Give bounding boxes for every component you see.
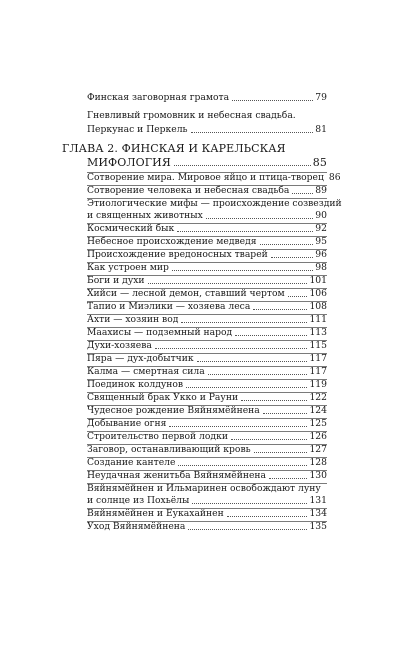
leader-dots — [208, 374, 308, 375]
toc-entry-title: Ахти — хозяин вод — [87, 314, 179, 325]
toc-entry-title: Калма — смертная сила — [87, 366, 205, 377]
toc-entry-page: 96 — [315, 249, 327, 260]
toc-entry[interactable] — [87, 366, 327, 377]
toc-entry-title: Как устроен мир — [87, 262, 169, 273]
leader-dots — [254, 452, 308, 453]
toc-entry-title: Вяйнямёйнен и Еукахайнен — [87, 508, 224, 519]
toc-entry-title: Происхождение вредоносных тварей — [87, 249, 268, 260]
leader-dots — [241, 400, 307, 401]
toc-entry[interactable] — [87, 275, 327, 286]
toc-entry-page: 131 — [309, 495, 327, 506]
toc-entry-title: Чудесное рождение Вяйнямёйнена — [87, 405, 260, 416]
divider — [87, 483, 327, 484]
toc-entry-title: Священный брак Укко и Рауни — [87, 392, 239, 403]
toc-entry-title: Перкунас и Перкель — [87, 124, 188, 135]
toc-entry[interactable] — [87, 340, 327, 351]
toc-entry-title: Уход Вяйнямёйнена — [87, 521, 186, 532]
toc-entry-title: Тапио и Миэлики — хозяева леса — [87, 301, 251, 312]
toc-entry[interactable] — [87, 249, 327, 260]
leader-dots — [178, 465, 307, 466]
toc-entry-line[interactable]: Этиологические мифы — происхождение созвездий — [87, 198, 342, 209]
leader-dots — [271, 257, 314, 258]
toc-entry-line[interactable]: Гневливый громовник и небесная свадьба. — [87, 110, 296, 121]
leader-dots — [288, 296, 308, 297]
toc-entry-title: Боги и духи — [87, 275, 145, 286]
toc-entry-page: 115 — [309, 340, 327, 351]
toc-entry[interactable] — [87, 92, 327, 103]
toc-entry[interactable] — [87, 236, 327, 247]
toc-entry[interactable] — [87, 327, 327, 338]
leader-dots — [235, 335, 307, 336]
toc-entry-line[interactable]: Вяйнямёйнен и Ильмаринен освобождают луну — [87, 483, 321, 494]
leader-dots — [292, 193, 313, 194]
toc-entry-title: и солнце из Похьёлы — [87, 495, 190, 506]
toc-entry-page: 101 — [309, 275, 327, 286]
toc-entry-title: Финская заговорная грамота — [87, 92, 230, 103]
toc-entry-page: 117 — [309, 353, 327, 364]
toc-entry[interactable] — [87, 124, 327, 135]
toc-entry-title: Пяра — дух-добытчик — [87, 353, 194, 364]
toc-entry[interactable] — [87, 172, 341, 183]
toc-entry-title: Добывание огня — [87, 418, 167, 429]
leader-dots — [192, 503, 307, 504]
toc-entry[interactable] — [87, 495, 327, 506]
toc-entry-title: Создание кантеле — [87, 457, 176, 468]
leader-dots — [174, 165, 311, 166]
toc-entry-title: Строительство первой лодки — [87, 431, 228, 442]
toc-entry-page: 81 — [315, 124, 327, 135]
toc-entry-page: 113 — [309, 327, 327, 338]
toc-entry-title: Небесное происхождение медведя — [87, 236, 257, 247]
toc-entry[interactable] — [87, 392, 327, 403]
toc-entry-page: 108 — [309, 301, 327, 312]
toc-entry-title: Неудачная женитьба Вяйнямёйнена — [87, 470, 266, 481]
toc-entry-page: 127 — [309, 444, 327, 455]
toc-entry[interactable] — [87, 444, 327, 455]
toc-entry-page: 86 — [328, 172, 341, 183]
toc-entry-page: 128 — [309, 457, 327, 468]
toc-entry-page: 125 — [309, 418, 327, 429]
toc-entry-page: 111 — [309, 314, 327, 325]
toc-entry[interactable] — [87, 508, 327, 519]
leader-dots — [191, 132, 314, 133]
leader-dots — [253, 309, 307, 310]
toc-entry-page: 89 — [315, 185, 327, 196]
toc-entry-title: Духи-хозяева — [87, 340, 152, 351]
toc-entry-page: 134 — [309, 508, 327, 519]
toc-entry[interactable] — [87, 262, 327, 273]
toc-entry-title: Космический бык — [87, 223, 175, 234]
toc-entry-page: 92 — [315, 223, 327, 234]
toc-entry-page: 135 — [309, 521, 327, 532]
leader-dots — [155, 348, 308, 349]
toc-entry[interactable] — [87, 353, 327, 364]
leader-dots — [186, 387, 307, 388]
toc-entry-page: 95 — [315, 236, 327, 247]
toc-entry[interactable] — [87, 405, 327, 416]
toc-entry-title: Поединок колдунов — [87, 379, 184, 390]
toc-entry[interactable] — [87, 301, 327, 312]
leader-dots — [188, 529, 307, 530]
toc-entry-page: 126 — [309, 431, 327, 442]
chapter-heading-line[interactable]: ГЛАВА 2. ФИНСКАЯ И КАРЕЛЬСКАЯ — [62, 142, 286, 155]
toc-entry-page: 119 — [309, 379, 327, 390]
toc-entry-title: Заговор, останавливающий кровь — [87, 444, 251, 455]
toc-entry-page: 98 — [315, 262, 327, 273]
toc-entry-title: Сотворение мира. Мировое яйцо и птица-творец — [87, 172, 324, 183]
leader-dots — [177, 231, 313, 232]
toc-entry[interactable] — [87, 185, 327, 196]
leader-dots — [231, 439, 308, 440]
leader-dots — [232, 100, 313, 101]
leader-dots — [181, 322, 307, 323]
toc-entry[interactable] — [87, 418, 327, 429]
toc-entry[interactable] — [87, 457, 327, 468]
leader-dots — [260, 244, 314, 245]
toc-entry-title: Хийси — лесной демон, ставший чертом — [87, 288, 285, 299]
toc-entry-title: и священных животных — [87, 210, 203, 221]
toc-entry[interactable] — [87, 521, 327, 532]
leader-dots — [227, 516, 308, 517]
toc-entry-page: 79 — [315, 92, 327, 103]
toc-entry[interactable] — [87, 379, 327, 390]
leader-dots — [197, 361, 308, 362]
toc-entry-title: Маахисы — подземный народ — [87, 327, 233, 338]
toc-entry-page: 106 — [309, 288, 327, 299]
toc-entry[interactable] — [87, 470, 327, 481]
toc-entry[interactable] — [87, 431, 327, 442]
toc-entry[interactable] — [87, 210, 327, 221]
toc-entry-page: 122 — [309, 392, 327, 403]
toc-entry[interactable] — [87, 223, 327, 234]
chapter-heading-title: МИФОЛОГИЯ — [87, 156, 171, 169]
toc-entry-page: 124 — [309, 405, 327, 416]
leader-dots — [148, 283, 308, 284]
leader-dots — [269, 478, 307, 479]
leader-dots — [172, 270, 313, 271]
leader-dots — [206, 218, 314, 219]
toc-entry-title: Сотворение человека и небесная свадьба — [87, 185, 290, 196]
toc-entry[interactable] — [87, 314, 327, 325]
toc-entry[interactable] — [87, 288, 327, 299]
leader-dots — [169, 426, 307, 427]
chapter-heading[interactable] — [87, 157, 327, 169]
toc-entry-page: 130 — [309, 470, 327, 481]
leader-dots — [263, 413, 308, 414]
toc-entry-page: 90 — [315, 210, 327, 221]
toc-entry-page: 117 — [309, 366, 327, 377]
chapter-heading-page: 85 — [312, 156, 327, 169]
